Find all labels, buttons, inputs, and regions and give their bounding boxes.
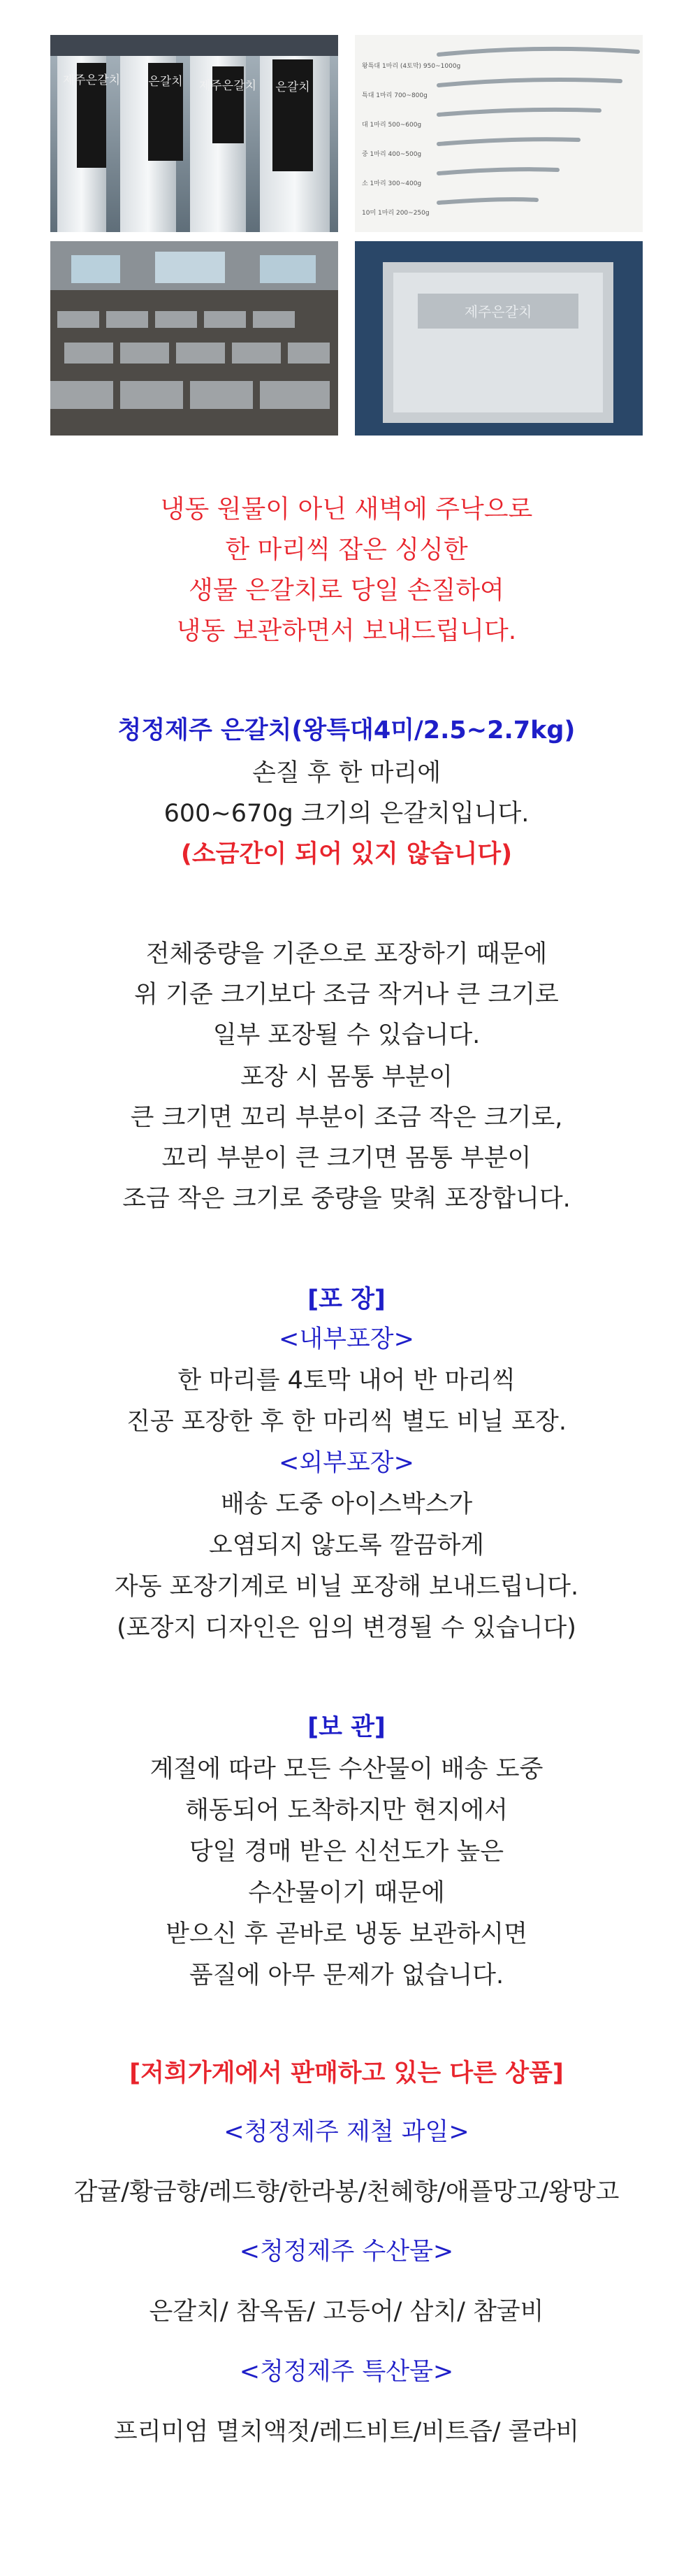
packaging-heading: [포 장] — [307, 1286, 386, 1314]
intro-line-3: 생물 은갈치로 당일 손질하여 — [189, 576, 504, 605]
outer-packaging-line-3: 자동 포장기계로 비닐 포장해 보내드립니다. — [114, 1573, 579, 1601]
storage-heading: [보 관] — [307, 1713, 386, 1741]
storage-line-3: 당일 경매 받은 신선도가 높은 — [189, 1838, 504, 1866]
size-row-4: 중 1마리 400~500g — [362, 151, 422, 158]
outer-packaging-line-1: 배송 도중 아이스박스가 — [220, 1490, 473, 1518]
storage-line-1: 계절에 따라 모든 수산물이 배송 도중 — [149, 1755, 544, 1783]
photo-label-4: 은갈치 — [275, 80, 310, 94]
photo-fish-auction-market — [50, 241, 338, 436]
weight-note-line-4: 포장 시 몸통 부분이 — [240, 1063, 453, 1091]
weight-note-line-5: 큰 크기면 꼬리 부분이 조금 작은 크기로, — [130, 1104, 563, 1132]
weight-note-line-7: 조금 작은 크기로 중량을 맞춰 포장합니다. — [122, 1185, 571, 1213]
photo-label-1: 제주은갈치 — [62, 73, 121, 87]
inner-packaging-label: <내부포장> — [279, 1325, 414, 1353]
photo-cutlassfish-on-ice — [50, 35, 338, 232]
other-products-fruit-label: <청정제주 제철 과일> — [224, 2118, 469, 2146]
storage-line-2: 해동되어 도착하지만 현지에서 — [185, 1797, 508, 1825]
photo-cutlassfish-size-chart — [355, 35, 643, 232]
product-title: 청정제주 은갈치(왕특대4미/2.5~2.7kg) — [117, 717, 576, 744]
storage-line-4: 수산물이기 때문에 — [248, 1879, 445, 1907]
product-line-2: 600~670g 크기의 은갈치입니다. — [163, 800, 530, 828]
size-row-1: 왕특대 1마리 (4토막) 950~1000g — [362, 63, 461, 70]
inner-packaging-line-1: 한 마리를 4토막 내어 반 마리씩 — [177, 1367, 516, 1395]
outer-packaging-label: <외부포장> — [279, 1449, 414, 1477]
storage-line-6: 품질에 아무 문제가 없습니다. — [189, 1962, 504, 1989]
storage-line-5: 받으신 후 곧바로 냉동 보관하시면 — [166, 1920, 527, 1948]
other-products-seafood-items: 은갈치/ 참옥돔/ 고등어/ 삼치/ 참굴비 — [149, 2298, 544, 2326]
photo-label-2: 은갈치 — [148, 75, 183, 89]
outer-packaging-line-4: (포장지 디자인은 임의 변경될 수 있습니다) — [117, 1614, 576, 1642]
other-products-heading: [저희가게에서 판매하고 있는 다른 상품] — [129, 2059, 564, 2087]
intro-line-4: 냉동 보관하면서 보내드립니다. — [176, 617, 517, 645]
other-products-specialty-items: 프리미엄 멸치액젓/레드비트/비트즙/ 콜라비 — [113, 2418, 580, 2446]
size-row-5: 소 1마리 300~400g — [362, 180, 422, 187]
other-products-fruit-items: 감귤/황금향/레드향/한라봉/천혜향/애플망고/왕망고 — [73, 2178, 620, 2206]
weight-note-line-3: 일부 포장될 수 있습니다. — [212, 1021, 481, 1049]
box-label: 제주은갈치 — [464, 303, 532, 320]
size-row-3: 대 1마리 500~600g — [362, 122, 422, 129]
intro-line-2: 한 마리씩 잡은 싱싱한 — [225, 535, 468, 564]
intro-line-1: 냉동 원물이 아닌 새벽에 주낙으로 — [160, 495, 533, 524]
size-row-2: 특대 1마리 700~800g — [362, 92, 428, 99]
other-products-seafood-label: <청정제주 수산물> — [239, 2238, 454, 2266]
weight-note-line-2: 위 기준 크기보다 조금 작거나 큰 크기로 — [134, 981, 559, 1009]
product-line-1: 손질 후 한 마리에 — [251, 759, 442, 787]
product-salt-notice: (소금간이 되어 있지 않습니다) — [180, 840, 513, 868]
other-products-specialty-label: <청정제주 특산물> — [239, 2358, 454, 2386]
size-row-6: 10미 1마리 200~250g — [362, 210, 430, 217]
weight-note-line-1: 전체중량을 기준으로 포장하기 때문에 — [145, 940, 548, 968]
inner-packaging-line-2: 진공 포장한 후 한 마리씩 별도 비닐 포장. — [126, 1408, 567, 1436]
outer-packaging-line-2: 오염되지 않도록 깔끔하게 — [208, 1532, 485, 1560]
photo-packaging-box — [355, 241, 643, 436]
photo-label-3: 제주은갈치 — [198, 79, 257, 93]
weight-note-line-6: 꼬리 부분이 큰 크기면 몸통 부분이 — [161, 1144, 532, 1172]
